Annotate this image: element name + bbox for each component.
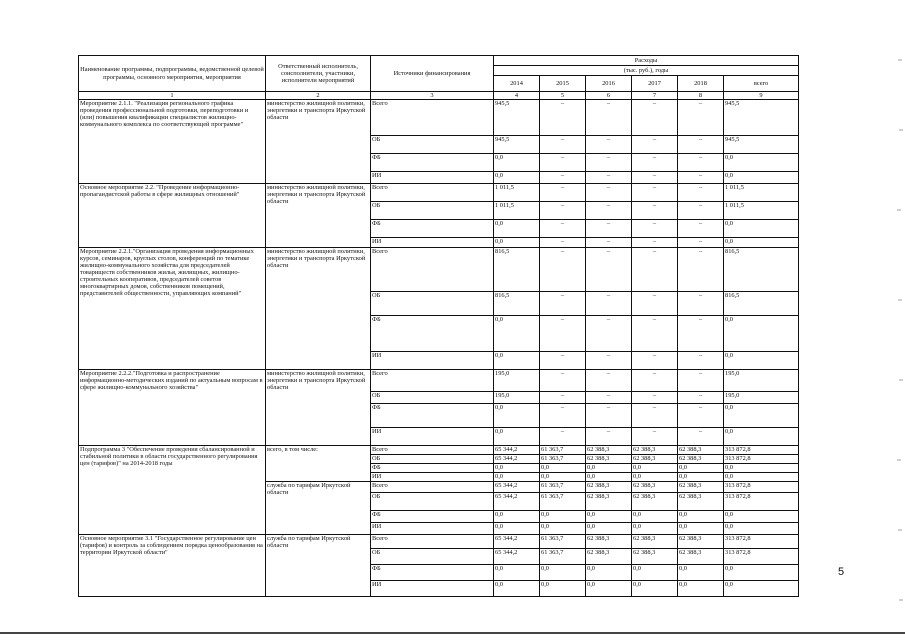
- funding-source-cell: ФБ: [371, 316, 494, 352]
- year-value-cell: 0,0: [494, 581, 540, 597]
- year-value-cell: 0,0: [586, 473, 632, 482]
- activity-name-cell: Мероприятие 2.2.2."Подготовка и распространение информационно-методических изданий по актуальным вопросам в сфере жилищно-коммунального хозяйства": [79, 370, 266, 446]
- total-value-cell: 0,0: [724, 316, 799, 352]
- year-value-cell: –: [540, 316, 586, 352]
- year-value-cell: –: [586, 392, 632, 404]
- budget-table: [78, 55, 799, 597]
- year-value-cell: 65 344,2: [494, 446, 540, 455]
- executor-cell: всего, в том числе:: [266, 446, 371, 482]
- funding-source-cell: ФБ: [371, 154, 494, 172]
- year-value-cell: –: [586, 428, 632, 446]
- total-value-cell: 0,0: [724, 511, 799, 523]
- total-value-cell: 195,0: [724, 392, 799, 404]
- year-value-cell: 65 344,2: [494, 493, 540, 511]
- activity-name-cell: Основное мероприятие 3.1 "Государственное регулирование цен (тарифов) и контроль за соблюдением порядка ценообразования на территории Иркутской области": [79, 535, 266, 597]
- funding-source-cell: Всего: [371, 482, 494, 493]
- year-value-cell: –: [540, 428, 586, 446]
- year-value-cell: 62 388,3: [586, 446, 632, 455]
- total-value-cell: 313 872,8: [724, 549, 799, 565]
- year-value-cell: –: [632, 316, 678, 352]
- year-value-cell: 62 388,3: [678, 455, 724, 464]
- year-value-cell: –: [586, 352, 632, 370]
- total-value-cell: 0,0: [724, 523, 799, 535]
- year-value-cell: –: [540, 202, 586, 220]
- col-number: 2: [266, 92, 371, 100]
- year-value-cell: 0,0: [632, 473, 678, 482]
- year-value-cell: 62 388,3: [632, 455, 678, 464]
- year-value-cell: 65 344,2: [494, 549, 540, 565]
- year-value-cell: 816,5: [494, 248, 540, 292]
- funding-source-cell: ОБ: [371, 549, 494, 565]
- year-value-cell: 0,0: [632, 565, 678, 581]
- year-value-cell: 0,0: [494, 511, 540, 523]
- year-value-cell: 62 388,3: [678, 535, 724, 549]
- year-value-cell: –: [678, 184, 724, 202]
- executor-cell: министерство жилищной политики, энергетики и транспорта Иркутской области: [266, 184, 371, 248]
- funding-source-cell: ФБ: [371, 404, 494, 428]
- total-value-cell: 1 011,5: [724, 202, 799, 220]
- executor-cell: министерство жилищной политики, энергетики и транспорта Иркутской области: [266, 370, 371, 446]
- total-value-cell: 816,5: [724, 248, 799, 292]
- activity-name-cell: Мероприятие 2.1.1. "Реализация регионального графика проведения профессиональной подготовки, переподготовки и (или) повышения квалификации специалистов жилищно-коммунального комплекса по соответствующей программе": [79, 100, 266, 184]
- table-row: [79, 370, 799, 392]
- year-value-cell: –: [540, 404, 586, 428]
- executor-cell: служба по тарифам Иркутской области: [266, 535, 371, 597]
- year-value-cell: 0,0: [494, 352, 540, 370]
- year-value-cell: 0,0: [632, 511, 678, 523]
- year-value-cell: 0,0: [494, 565, 540, 581]
- year-value-cell: –: [586, 316, 632, 352]
- year-value-cell: 62 388,3: [586, 493, 632, 511]
- year-value-cell: –: [632, 392, 678, 404]
- year-value-cell: –: [678, 316, 724, 352]
- year-value-cell: –: [632, 238, 678, 248]
- year-value-cell: 0,0: [678, 565, 724, 581]
- total-value-cell: 313 872,8: [724, 493, 799, 511]
- funding-source-cell: ИИ: [371, 581, 494, 597]
- total-value-cell: 195,0: [724, 370, 799, 392]
- year-value-cell: 62 388,3: [586, 549, 632, 565]
- year-value-cell: 62 388,3: [678, 482, 724, 493]
- year-value-cell: –: [632, 184, 678, 202]
- year-value-cell: –: [678, 172, 724, 184]
- year-value-cell: –: [540, 172, 586, 184]
- table-row: [79, 100, 799, 136]
- year-value-cell: –: [632, 292, 678, 316]
- year-value-cell: 62 388,3: [632, 493, 678, 511]
- funding-source-cell: Всего: [371, 184, 494, 202]
- header-year: 2018: [678, 76, 724, 92]
- year-value-cell: 0,0: [586, 565, 632, 581]
- year-value-cell: 0,0: [586, 523, 632, 535]
- year-value-cell: –: [632, 136, 678, 154]
- year-value-cell: –: [632, 248, 678, 292]
- funding-source-cell: ИИ: [371, 428, 494, 446]
- year-value-cell: 62 388,3: [678, 493, 724, 511]
- year-value-cell: 62 388,3: [678, 446, 724, 455]
- page-number: 5: [838, 566, 845, 578]
- year-value-cell: –: [678, 238, 724, 248]
- funding-source-cell: ФБ: [371, 565, 494, 581]
- year-value-cell: 0,0: [540, 565, 586, 581]
- year-value-cell: –: [586, 172, 632, 184]
- year-value-cell: –: [540, 136, 586, 154]
- header-source: Источники финансирования: [371, 56, 494, 92]
- year-value-cell: 195,0: [494, 370, 540, 392]
- year-value-cell: 0,0: [632, 581, 678, 597]
- total-value-cell: 313 872,8: [724, 455, 799, 464]
- header-year: 2017: [632, 76, 678, 92]
- subprogram-name-cell: Подпрограмма 3 "Обеспечение проведения сбалансированной и стабильной политики в области государственного регулирования цен (тарифов)" на 2014-2018 годы: [79, 446, 266, 535]
- year-value-cell: –: [632, 202, 678, 220]
- year-value-cell: 0,0: [494, 404, 540, 428]
- year-value-cell: –: [586, 238, 632, 248]
- funding-source-cell: ОБ: [371, 136, 494, 154]
- year-value-cell: –: [586, 202, 632, 220]
- year-value-cell: –: [540, 184, 586, 202]
- year-value-cell: 0,0: [494, 220, 540, 238]
- year-value-cell: 65 344,2: [494, 482, 540, 493]
- activity-name-cell: Основное мероприятие 2.2. "Проведение информационно-пропагандистской работы в сфере жилищных отношений": [79, 184, 266, 248]
- year-value-cell: –: [632, 370, 678, 392]
- year-value-cell: –: [540, 100, 586, 136]
- year-value-cell: –: [678, 154, 724, 172]
- header-unit: (тыс. руб.), годы: [494, 66, 799, 76]
- year-value-cell: 0,0: [632, 464, 678, 473]
- year-value-cell: –: [586, 100, 632, 136]
- total-value-cell: 1 011,5: [724, 184, 799, 202]
- year-value-cell: 61 363,7: [540, 446, 586, 455]
- year-value-cell: 0,0: [586, 464, 632, 473]
- executor-cell: министерство жилищной политики, энергетики и транспорта Иркутской области: [266, 248, 371, 370]
- year-value-cell: 62 388,3: [678, 549, 724, 565]
- year-value-cell: 62 388,3: [632, 549, 678, 565]
- year-value-cell: 0,0: [678, 473, 724, 482]
- executor-cell: министерство жилищной политики, энергетики и транспорта Иркутской области: [266, 100, 371, 184]
- year-value-cell: 61 363,7: [540, 493, 586, 511]
- funding-source-cell: Всего: [371, 100, 494, 136]
- year-value-cell: –: [540, 352, 586, 370]
- year-value-cell: 0,0: [494, 428, 540, 446]
- year-value-cell: 61 363,7: [540, 455, 586, 464]
- year-value-cell: –: [540, 370, 586, 392]
- total-value-cell: 0,0: [724, 565, 799, 581]
- year-value-cell: 0,0: [494, 473, 540, 482]
- funding-source-cell: Всего: [371, 535, 494, 549]
- header-total: всего: [724, 76, 799, 92]
- funding-source-cell: ОБ: [371, 292, 494, 316]
- table-row: [79, 184, 799, 202]
- year-value-cell: 0,0: [540, 523, 586, 535]
- header-expenses: Расходы: [494, 56, 799, 66]
- year-value-cell: –: [586, 154, 632, 172]
- total-value-cell: 945,5: [724, 136, 799, 154]
- year-value-cell: 0,0: [540, 464, 586, 473]
- year-value-cell: 945,5: [494, 136, 540, 154]
- year-value-cell: 62 388,3: [586, 455, 632, 464]
- total-value-cell: 313 872,8: [724, 446, 799, 455]
- year-value-cell: 0,0: [632, 523, 678, 535]
- funding-source-cell: ФБ: [371, 511, 494, 523]
- year-value-cell: –: [678, 220, 724, 238]
- year-value-cell: 0,0: [586, 511, 632, 523]
- col-number: 5: [540, 92, 586, 100]
- total-value-cell: 0,0: [724, 352, 799, 370]
- total-value-cell: 0,0: [724, 581, 799, 597]
- funding-source-cell: Всего: [371, 446, 494, 455]
- header-year: 2014: [494, 76, 540, 92]
- year-value-cell: –: [586, 370, 632, 392]
- year-value-cell: –: [678, 248, 724, 292]
- funding-source-cell: ИИ: [371, 473, 494, 482]
- year-value-cell: 1 011,5: [494, 184, 540, 202]
- year-value-cell: 945,5: [494, 100, 540, 136]
- year-value-cell: 0,0: [678, 523, 724, 535]
- funding-source-cell: ФБ: [371, 464, 494, 473]
- year-value-cell: 62 388,3: [586, 482, 632, 493]
- year-value-cell: –: [540, 220, 586, 238]
- year-value-cell: –: [586, 404, 632, 428]
- year-value-cell: 0,0: [540, 581, 586, 597]
- col-number: 7: [632, 92, 678, 100]
- col-number: 8: [678, 92, 724, 100]
- year-value-cell: –: [678, 404, 724, 428]
- year-value-cell: 62 388,3: [586, 535, 632, 549]
- executor-cell: служба по тарифам Иркутской области: [266, 482, 371, 535]
- year-value-cell: –: [632, 352, 678, 370]
- year-value-cell: –: [678, 136, 724, 154]
- year-value-cell: –: [632, 154, 678, 172]
- year-value-cell: –: [632, 428, 678, 446]
- scan-edge-marks: [880, 0, 905, 640]
- col-number: 1: [79, 92, 266, 100]
- year-value-cell: 65 344,2: [494, 535, 540, 549]
- year-value-cell: 0,0: [494, 523, 540, 535]
- year-value-cell: 1 011,5: [494, 202, 540, 220]
- year-value-cell: 0,0: [678, 581, 724, 597]
- funding-source-cell: Всего: [371, 248, 494, 292]
- year-value-cell: –: [540, 292, 586, 316]
- year-value-cell: –: [632, 100, 678, 136]
- year-value-cell: –: [540, 238, 586, 248]
- total-value-cell: 0,0: [724, 428, 799, 446]
- year-value-cell: –: [678, 352, 724, 370]
- header-executor: Ответственный исполнитель, соисполнители, участники, исполнители мероприятий: [266, 56, 371, 92]
- col-number: 3: [371, 92, 494, 100]
- year-value-cell: –: [540, 392, 586, 404]
- year-value-cell: –: [540, 154, 586, 172]
- year-value-cell: 61 363,7: [540, 482, 586, 493]
- total-value-cell: 0,0: [724, 154, 799, 172]
- total-value-cell: 0,0: [724, 464, 799, 473]
- funding-source-cell: ОБ: [371, 493, 494, 511]
- header-name: Наименование программы, подпрограммы, ведомственной целевой программы, основного мероприятия, мероприятия: [79, 56, 266, 92]
- year-value-cell: –: [586, 292, 632, 316]
- year-value-cell: 0,0: [678, 464, 724, 473]
- funding-source-cell: ИИ: [371, 172, 494, 184]
- header-year: 2015: [540, 76, 586, 92]
- year-value-cell: 0,0: [540, 473, 586, 482]
- year-value-cell: 61 363,7: [540, 549, 586, 565]
- funding-source-cell: ОБ: [371, 202, 494, 220]
- scan-bottom-edge: [0, 632, 905, 634]
- total-value-cell: 313 872,8: [724, 535, 799, 549]
- year-value-cell: 65 344,2: [494, 455, 540, 464]
- total-value-cell: 313 872,8: [724, 482, 799, 493]
- total-value-cell: 0,0: [724, 404, 799, 428]
- table-row: [79, 446, 799, 455]
- col-number: 6: [586, 92, 632, 100]
- col-number: 4: [494, 92, 540, 100]
- year-value-cell: –: [632, 172, 678, 184]
- table-row: [79, 535, 799, 549]
- year-value-cell: 0,0: [494, 154, 540, 172]
- year-value-cell: 61 363,7: [540, 535, 586, 549]
- funding-source-cell: ИИ: [371, 352, 494, 370]
- year-value-cell: 195,0: [494, 392, 540, 404]
- year-value-cell: –: [586, 136, 632, 154]
- funding-source-cell: ИИ: [371, 238, 494, 248]
- year-value-cell: –: [632, 404, 678, 428]
- total-value-cell: 0,0: [724, 220, 799, 238]
- funding-source-cell: ИИ: [371, 523, 494, 535]
- year-value-cell: 816,5: [494, 292, 540, 316]
- year-value-cell: 0,0: [678, 511, 724, 523]
- funding-source-cell: Всего: [371, 370, 494, 392]
- header-year: 2016: [586, 76, 632, 92]
- year-value-cell: 0,0: [494, 464, 540, 473]
- year-value-cell: –: [678, 428, 724, 446]
- year-value-cell: 62 388,3: [632, 446, 678, 455]
- total-value-cell: 0,0: [724, 172, 799, 184]
- year-value-cell: 0,0: [494, 316, 540, 352]
- year-value-cell: 0,0: [586, 581, 632, 597]
- year-value-cell: 62 388,3: [632, 535, 678, 549]
- year-value-cell: 0,0: [540, 511, 586, 523]
- year-value-cell: –: [586, 184, 632, 202]
- year-value-cell: –: [586, 220, 632, 238]
- year-value-cell: 0,0: [494, 172, 540, 184]
- total-value-cell: 0,0: [724, 473, 799, 482]
- year-value-cell: –: [678, 292, 724, 316]
- year-value-cell: –: [678, 392, 724, 404]
- col-number: 9: [724, 92, 799, 100]
- total-value-cell: 0,0: [724, 238, 799, 248]
- year-value-cell: 0,0: [494, 238, 540, 248]
- year-value-cell: –: [540, 248, 586, 292]
- year-value-cell: –: [586, 248, 632, 292]
- year-value-cell: –: [632, 220, 678, 238]
- year-value-cell: –: [678, 202, 724, 220]
- table-row: [79, 248, 799, 292]
- year-value-cell: –: [678, 370, 724, 392]
- funding-source-cell: ОБ: [371, 392, 494, 404]
- activity-name-cell: Мероприятие 2.2.1."Организация проведения информационных курсов, семинаров, круглых столов, конференций по тематике жилищно-коммунального хозяйства для председателей товариществ собственников жилья, жилищных, жилищно-строительных кооперативов, председателей советов многоквартирных домов, собственников помещений, представителей общественности, управляющих компаний": [79, 248, 266, 370]
- funding-source-cell: ФБ: [371, 220, 494, 238]
- year-value-cell: –: [678, 100, 724, 136]
- total-value-cell: 816,5: [724, 292, 799, 316]
- year-value-cell: 62 388,3: [632, 482, 678, 493]
- total-value-cell: 945,5: [724, 100, 799, 136]
- funding-source-cell: ОБ: [371, 455, 494, 464]
